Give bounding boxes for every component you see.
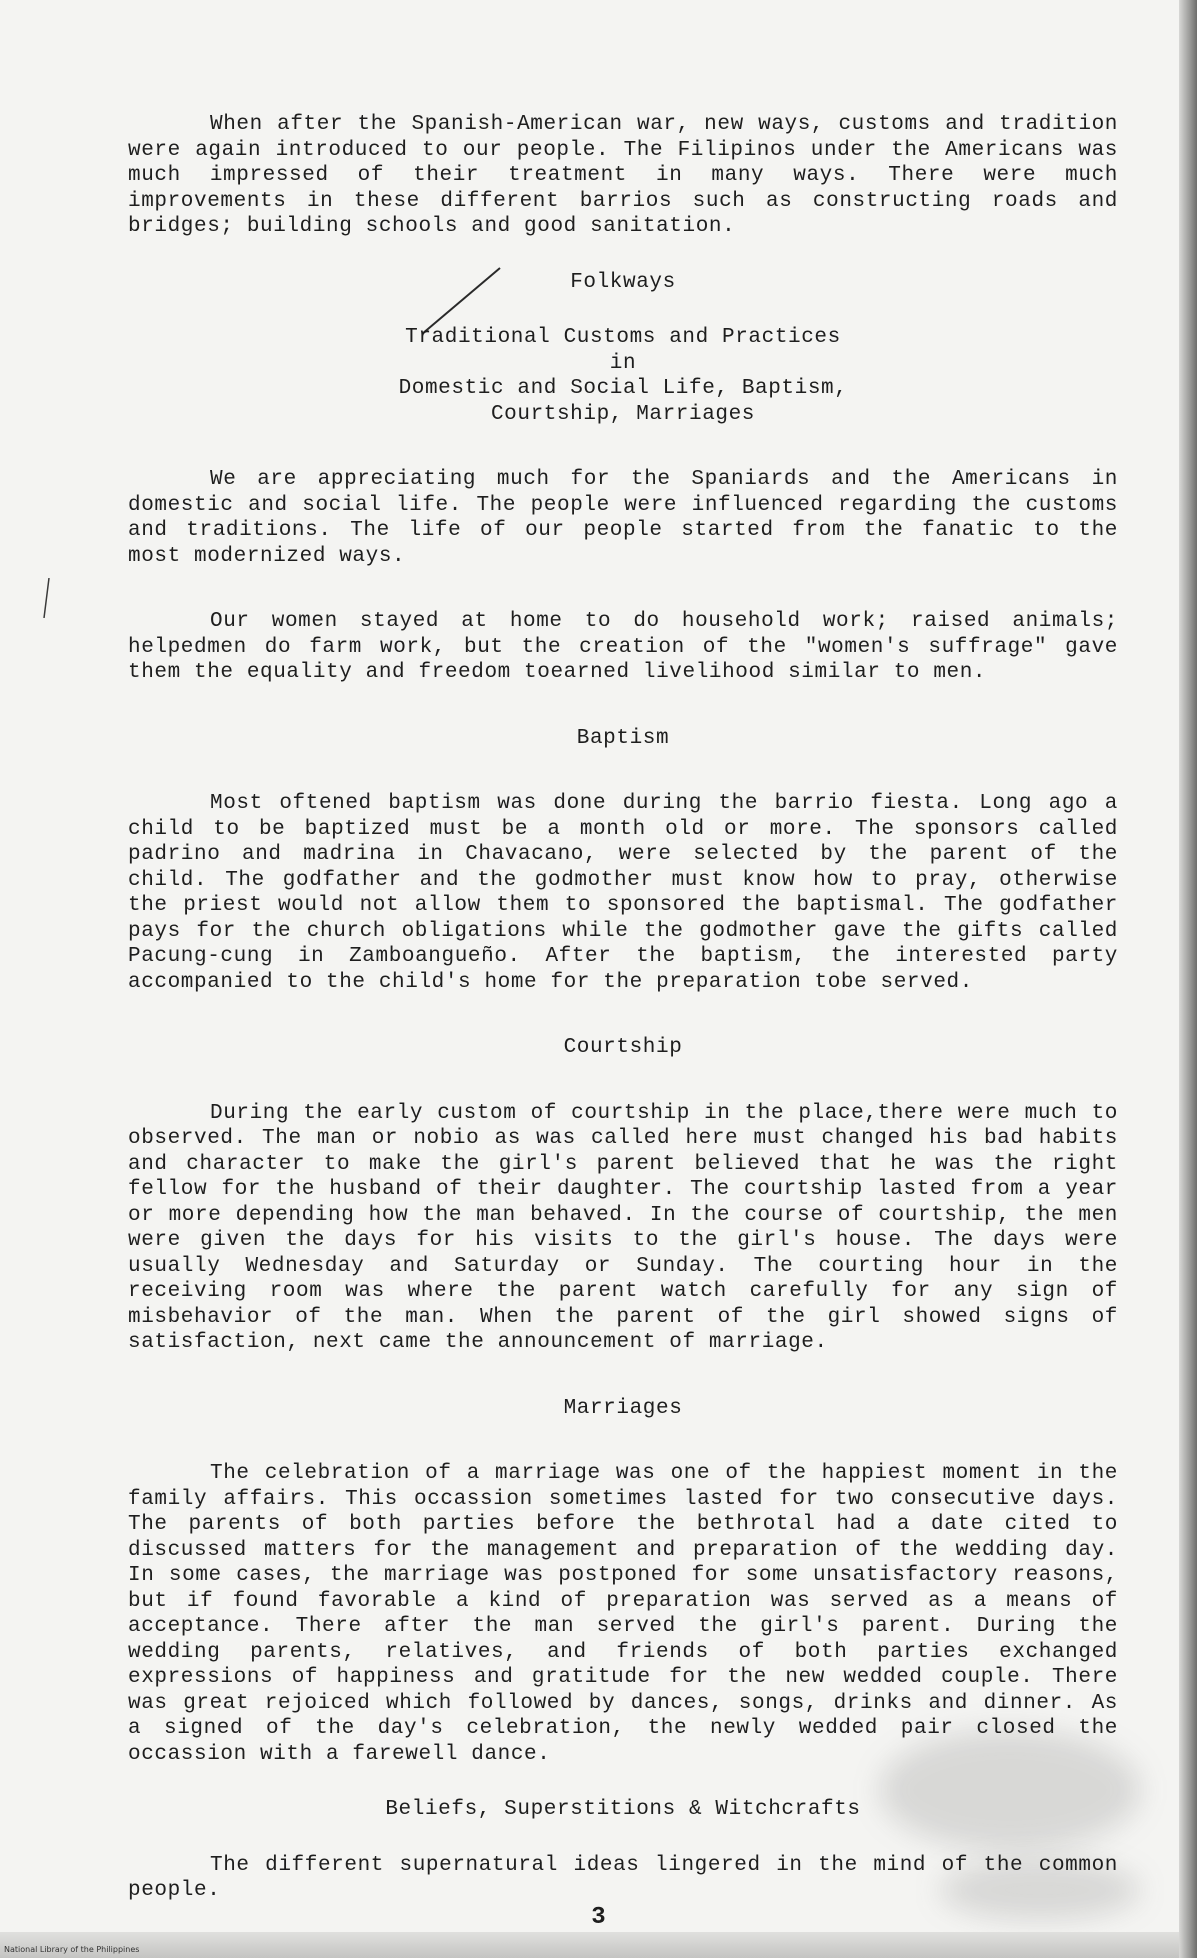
beliefs-heading: Beliefs, Superstitions & Witchcrafts [385, 1798, 861, 1821]
scan-right-edge [1179, 0, 1197, 1958]
domestic-paragraph-2: Our women stayed at home to do household work; raised animals; helpedmen do farm work, but the creation of the "women's suffrage" gave them the equality and freedom toearned livelihood similar to men. [128, 610, 1118, 684]
footer-credit: National Library of the Philippines [4, 1945, 140, 1954]
baptism-heading: Baptism [576, 726, 670, 750]
courtship-heading: Courtship [563, 1036, 683, 1059]
domestic-paragraph-1: We are appreciating much for the Spaniards and the Americans in domestic and social life. The people were influenced regarding the customs and traditions. The life of our people started from the fanatic to the most modernized ways. [128, 468, 1118, 568]
document-body [128, 112, 1118, 1904]
beliefs-paragraph: The different supernatural ideas lingered in the mind of the common people. [128, 1853, 1118, 1902]
page-number: 3 [591, 1904, 606, 1931]
baptism-paragraph: Most oftened baptism was done during the barrio fiesta. Long ago a child to be baptized must be a month old or more. The sponsors called padrino and madrina in Chavacano, were selected by the parent of the child. The godfather and the godmother must know how to pray, otherwise the priest would not allow them to sponsored the baptismal. The godfather pays for the church obligations while the godmother gave the gifts called Pacung-cung in Zamboangueño. After the baptism, the interested party accompanied to the child's home for the preparation tobe served. [128, 792, 1118, 994]
courtship-paragraph: During the early custom of courtship in the place,there were much to observed. The man or nobio as was called here must changed his bad habits and character to make the girl's parent believed that he was the right fellow for the husband of their daughter. The courtship lasted from a year or more depending how the man behaved. In the course of courtship, the men were given the days for his visits to the girl's house. The days were usually Wednesday and Saturday or Sunday. The courting hour in the receiving room was where the parent watch carefully for any sign of misbehavior of the man. When the parent of the girl showed signs of satisfaction, next came the announcement of marriage. [128, 1101, 1118, 1354]
folkways-heading: Folkways [570, 270, 676, 294]
intro-paragraph: When after the Spanish-American war, new ways, customs and tradition were again introduced to our people. The Filipinos under the Americans was much impressed of their treatment in many ways. There were much improvements in these different barrios such as constructing roads and bridges; building schools and good sanitation. [128, 113, 1118, 238]
folkways-subtitle: Traditional Customs and Practices in Domestic and Social Life, Baptism, Courtship, Marriages [398, 326, 848, 426]
marriages-heading: Marriages [563, 1396, 683, 1420]
marriages-paragraph: The celebration of a marriage was one of the happiest moment in the family affairs. This occassion sometimes lasted for two consecutive days. The parents of both parties before the bethrotal had a date cited to discussed matters for the management and preparation of the wedding day. In some cases, the marriage was postponed for some unsatisfactory reasons, but if found favorable a kind of preparation was served as a means of acceptance. There after the man served the girl's parent. During the wedding parents, relatives, and friends of both parties exchanged expressions of happiness and gratitude for the new wedded couple. There was great rejoiced which followed by dances, songs, drinks and dinner. As a signed of the day's celebration, the newly wedded pair closed the occassion with a farewell dance. [128, 1462, 1118, 1766]
handwritten-margin-mark [42, 578, 52, 618]
scan-bottom-edge [0, 1932, 1197, 1958]
